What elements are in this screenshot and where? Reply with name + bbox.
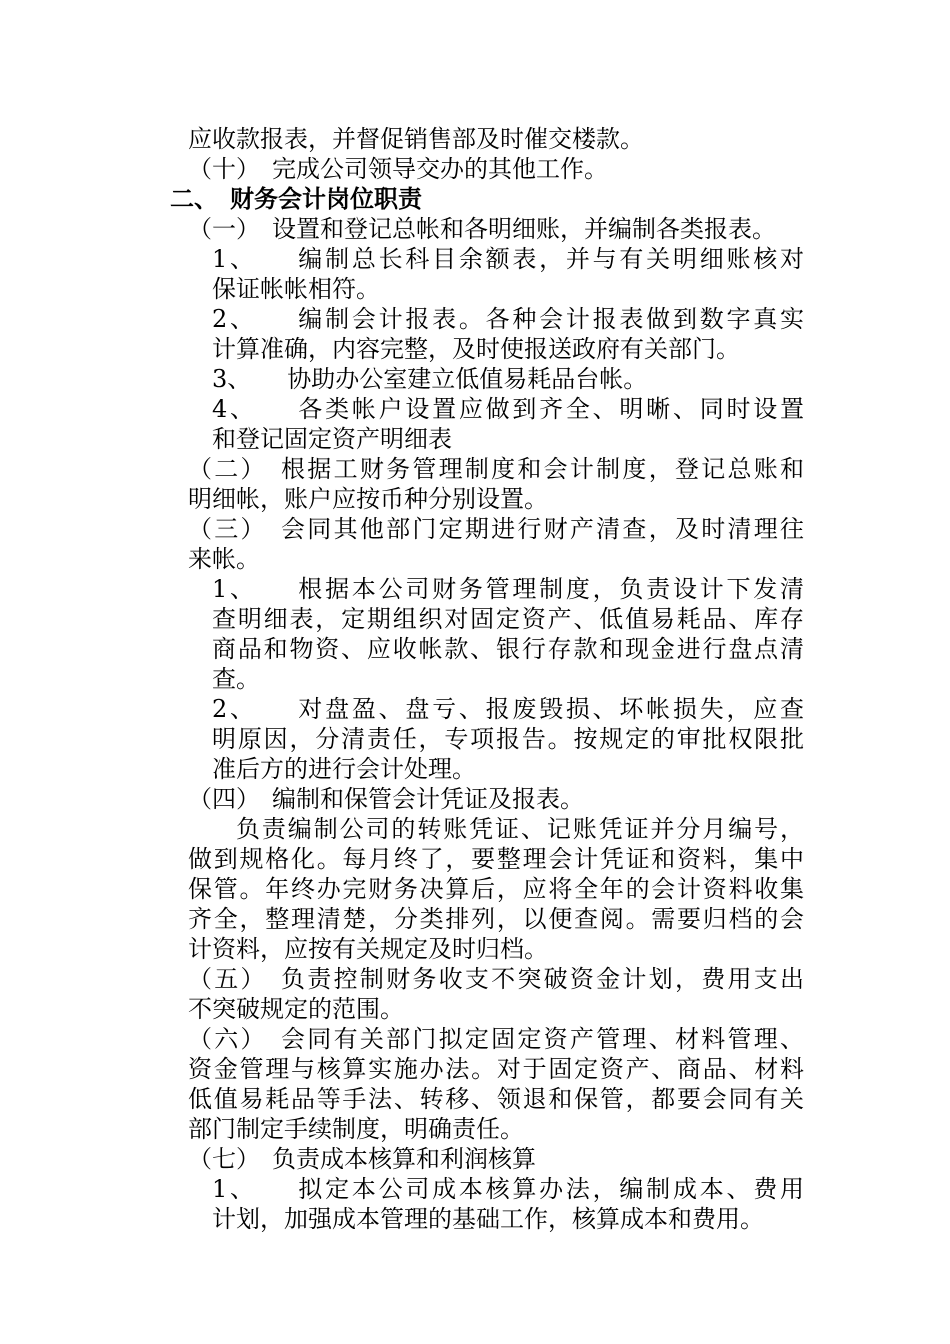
body-line: 明原因，分清责任，专项报告。按规定的审批权限批 bbox=[212, 725, 804, 753]
section-item: （二） 根据工财务管理制度和会计制度，登记总账和 bbox=[188, 455, 804, 483]
body-line: 计算准确，内容完整，及时使报送政府有关部门。 bbox=[212, 335, 740, 363]
body-line: 来帐。 bbox=[188, 545, 260, 573]
body-line: 做到规格化。每月终了，要整理会计凭证和资料，集中 bbox=[188, 845, 804, 873]
numbered-item: 1、 根据本公司财务管理制度，负责设计下发清 bbox=[212, 575, 804, 603]
body-line: 部门制定手续制度，明确责任。 bbox=[188, 1115, 524, 1143]
section-item: （十） 完成公司领导交办的其他工作。 bbox=[188, 155, 608, 183]
section-item: （四） 编制和保管会计凭证及报表。 bbox=[188, 785, 584, 813]
body-line: 资金管理与核算实施办法。对于固定资产、商品、材料 bbox=[188, 1055, 804, 1083]
numbered-item: 1、 编制总长科目余额表，并与有关明细账核对 bbox=[212, 245, 804, 273]
body-line: 不突破规定的范围。 bbox=[188, 995, 404, 1023]
body-line: 齐全，整理清楚，分类排列，以便查阅。需要归档的会 bbox=[188, 905, 804, 933]
body-line: 商品和物资、应收帐款、银行存款和现金进行盘点清 bbox=[212, 635, 804, 663]
section-heading: 二、 财务会计岗位职责 bbox=[170, 184, 422, 213]
body-line: 计划，加强成本管理的基础工作，核算成本和费用。 bbox=[212, 1205, 764, 1233]
section-item: （七） 负责成本核算和利润核算 bbox=[188, 1145, 536, 1173]
numbered-item: 4、 各类帐户设置应做到齐全、明晰、同时设置 bbox=[212, 395, 804, 423]
body-line: 保管。年终办完财务决算后，应将全年的会计资料收集 bbox=[188, 875, 804, 903]
numbered-item: 2、 对盘盈、盘亏、报废毁损、坏帐损失，应查 bbox=[212, 695, 804, 723]
numbered-item: 3、 协助办公室建立低值易耗品台帐。 bbox=[212, 365, 648, 393]
body-line: 查。 bbox=[212, 665, 260, 693]
body-line: 应收款报表，并督促销售部及时催交楼款。 bbox=[188, 125, 644, 153]
numbered-item: 1、 拟定本公司成本核算办法，编制成本、费用 bbox=[212, 1175, 804, 1203]
body-line: 保证帐帐相符。 bbox=[212, 275, 380, 303]
section-item: （六） 会同有关部门拟定固定资产管理、材料管理、 bbox=[188, 1025, 804, 1053]
body-line: 和登记固定资产明细表 bbox=[212, 425, 452, 453]
body-line: 计资料，应按有关规定及时归档。 bbox=[188, 935, 548, 963]
body-line: 查明细表，定期组织对固定资产、低值易耗品、库存 bbox=[212, 605, 804, 633]
body-line: 低值易耗品等手法、转移、领退和保管，都要会同有关 bbox=[188, 1085, 804, 1113]
section-item: （三） 会同其他部门定期进行财产清查，及时清理往 bbox=[188, 515, 804, 543]
numbered-item: 2、 编制会计报表。各种会计报表做到数字真实 bbox=[212, 305, 804, 333]
body-line: 负责编制公司的转账凭证、记账凭证并分月编号， bbox=[236, 815, 804, 843]
section-item: （五） 负责控制财务收支不突破资金计划，费用支出 bbox=[188, 965, 804, 993]
body-line: 明细帐，账户应按币种分别设置。 bbox=[188, 485, 548, 513]
body-line: 准后方的进行会计处理。 bbox=[212, 755, 476, 783]
section-item: （一） 设置和登记总帐和各明细账，并编制各类报表。 bbox=[188, 215, 776, 243]
